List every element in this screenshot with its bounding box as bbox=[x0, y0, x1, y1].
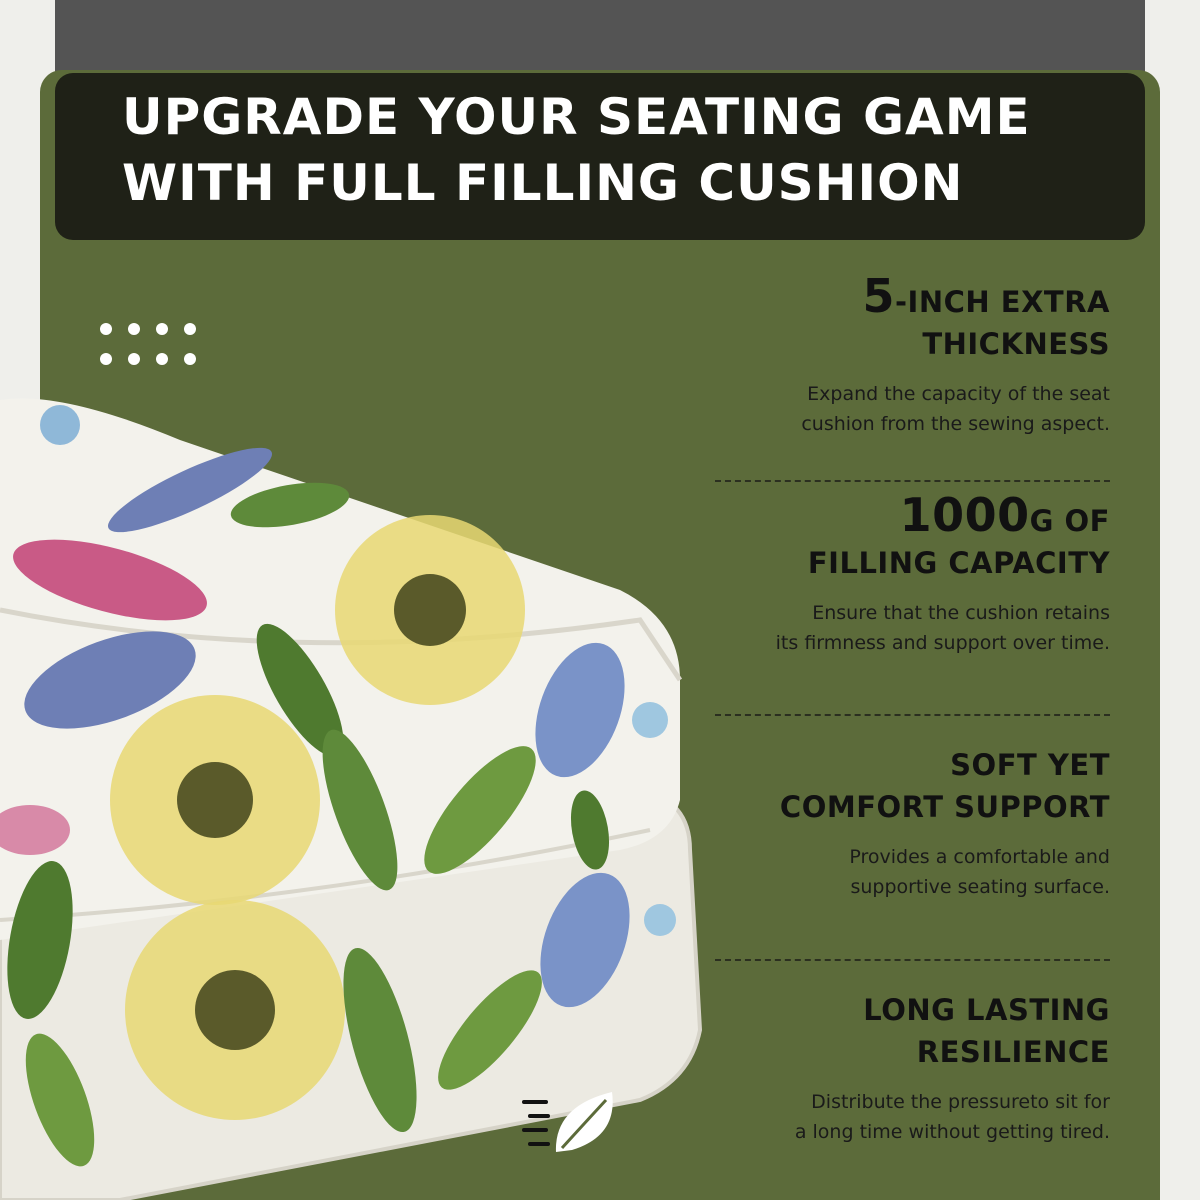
feature-description: Provides a comfortable and supportive seating surface. bbox=[849, 846, 1110, 898]
leaf-speed-icon bbox=[520, 1086, 620, 1158]
headline bbox=[122, 84, 1102, 216]
feature-thickness bbox=[690, 269, 1110, 480]
headline-line-1: UPGRADE YOUR SEATING GAME bbox=[122, 88, 1031, 146]
cushion-image bbox=[0, 380, 720, 1200]
headline-line-2: WITH FULL FILLING CUSHION bbox=[122, 154, 964, 212]
daisy-icon bbox=[335, 515, 525, 705]
feature-description: Expand the capacity of the seat cushion from the sewing aspect. bbox=[801, 383, 1110, 435]
feature-resilience bbox=[690, 961, 1110, 1189]
dot-grid-icon bbox=[100, 323, 200, 369]
feature-title: LONG LASTING RESILIENCE bbox=[863, 993, 1110, 1069]
daisy-icon bbox=[110, 695, 320, 905]
feature-description: Distribute the pressureto sit for a long time without getting tired. bbox=[794, 1091, 1110, 1143]
feature-title: 1000G OF FILLING CAPACITY bbox=[807, 488, 1110, 580]
feature-list bbox=[690, 269, 1110, 1189]
daisy-icon bbox=[125, 900, 345, 1120]
feature-title: 5-INCH EXTRA THICKNESS bbox=[862, 269, 1110, 361]
feature-title: SOFT YET COMFORT SUPPORT bbox=[779, 748, 1110, 824]
feature-description: Ensure that the cushion retains its firmness and support over time. bbox=[775, 602, 1110, 654]
feature-comfort bbox=[690, 716, 1110, 959]
feature-filling bbox=[690, 482, 1110, 714]
